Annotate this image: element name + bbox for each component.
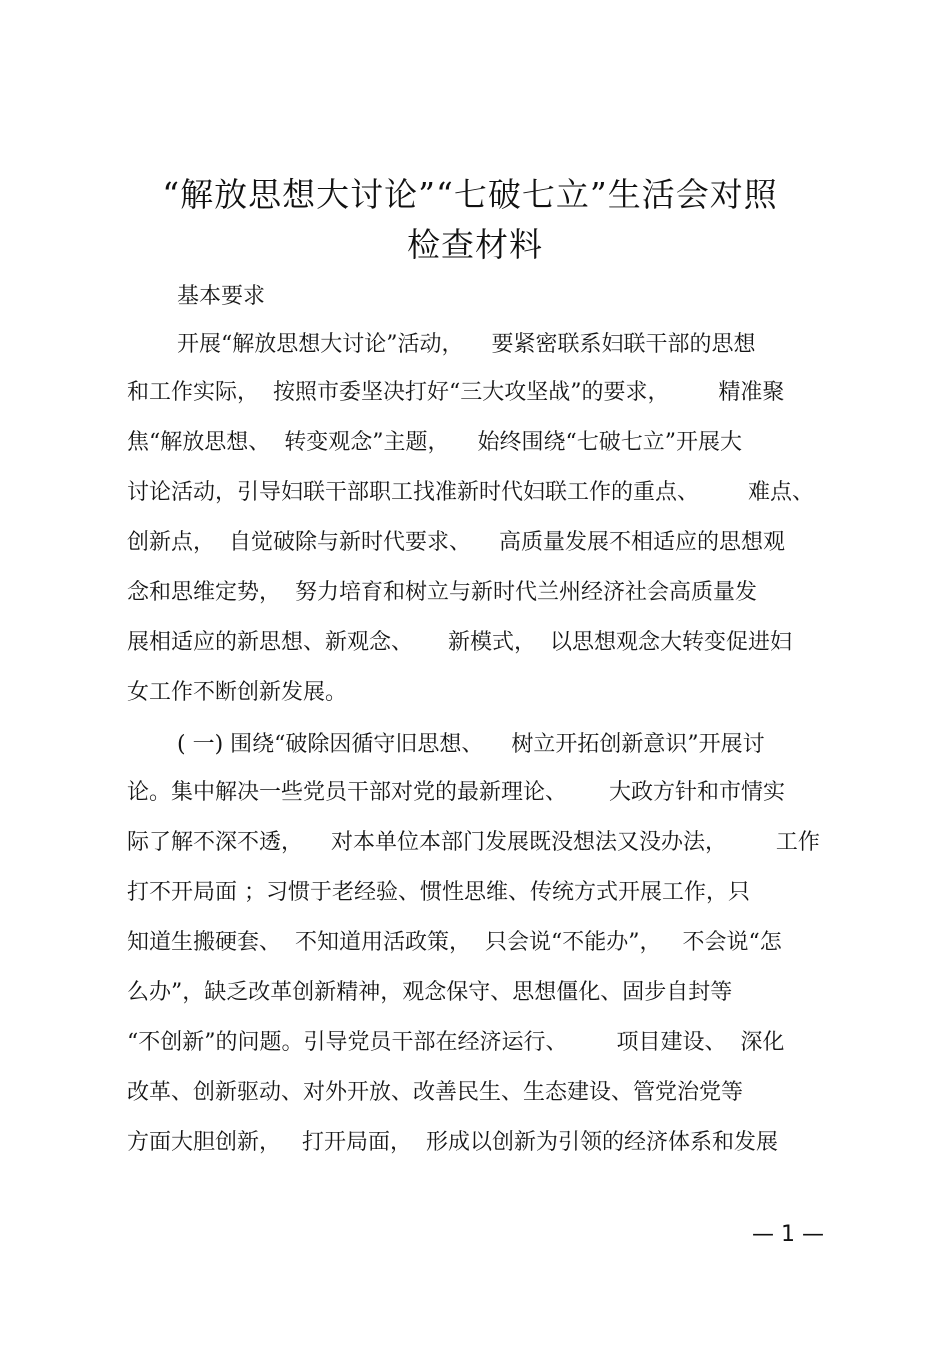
page-number: — 1 —	[752, 1222, 824, 1247]
section-heading: 基本要求	[177, 284, 266, 309]
document-title-line-1: “解放思想大讨论”“七破七立”生活会对照	[162, 175, 778, 214]
text-line: 和工作实际， 按照市委坚决打好“三大攻坚战”的要求， 精准聚	[127, 380, 785, 405]
text-line: ( 一) 围绕“破除因循守旧思想、 树立开拓创新意识”开展讨	[177, 732, 765, 757]
text-line: “不创新”的问题。引导党员干部在经济运行、 项目建设、 深化	[127, 1030, 785, 1055]
text-line: 改革、创新驱动、对外开放、改善民生、生态建设、管党治党等	[127, 1080, 744, 1105]
text-line: 女工作不断创新发展。	[127, 680, 348, 705]
document-title-line-2: 检查材料	[407, 225, 543, 264]
text-line: 念和思维定势， 努力培育和树立与新时代兰州经济社会高质量发	[127, 580, 757, 605]
text-line: 展相适应的新思想、新观念、 新模式， 以思想观念大转变促进妇	[127, 630, 792, 655]
text-line: 焦“解放思想、 转变观念”主题， 始终围绕“七破七立”开展大	[127, 430, 742, 455]
text-line: 知道生搬硬套、 不知道用活政策， 只会说“不能办”， 不会说“怎	[127, 930, 782, 955]
text-line: 论。集中解决一些党员干部对党的最新理论、 大政方针和市情实	[127, 780, 785, 805]
text-line: 么办”，缺乏改革创新精神，观念保守、思想僵化、固步自封等	[127, 980, 733, 1005]
text-line: 讨论活动，引导妇联干部职工找准新时代妇联工作的重点、 难点、	[127, 480, 814, 505]
text-line: 际了解不深不透， 对本单位本部门发展既没想法又没办法， 工作	[127, 830, 820, 855]
text-line: 打不开局面 ；习惯于老经验、惯性思维、传统方式开展工作，只	[127, 880, 750, 905]
text-line: 创新点， 自觉破除与新时代要求、 高质量发展不相适应的思想观	[127, 530, 785, 555]
text-line: 开展“解放思想大讨论”活动， 要紧密联系妇联干部的思想	[177, 332, 756, 357]
text-line: 方面大胆创新， 打开局面， 形成以创新为引领的经济体系和发展	[127, 1130, 778, 1155]
